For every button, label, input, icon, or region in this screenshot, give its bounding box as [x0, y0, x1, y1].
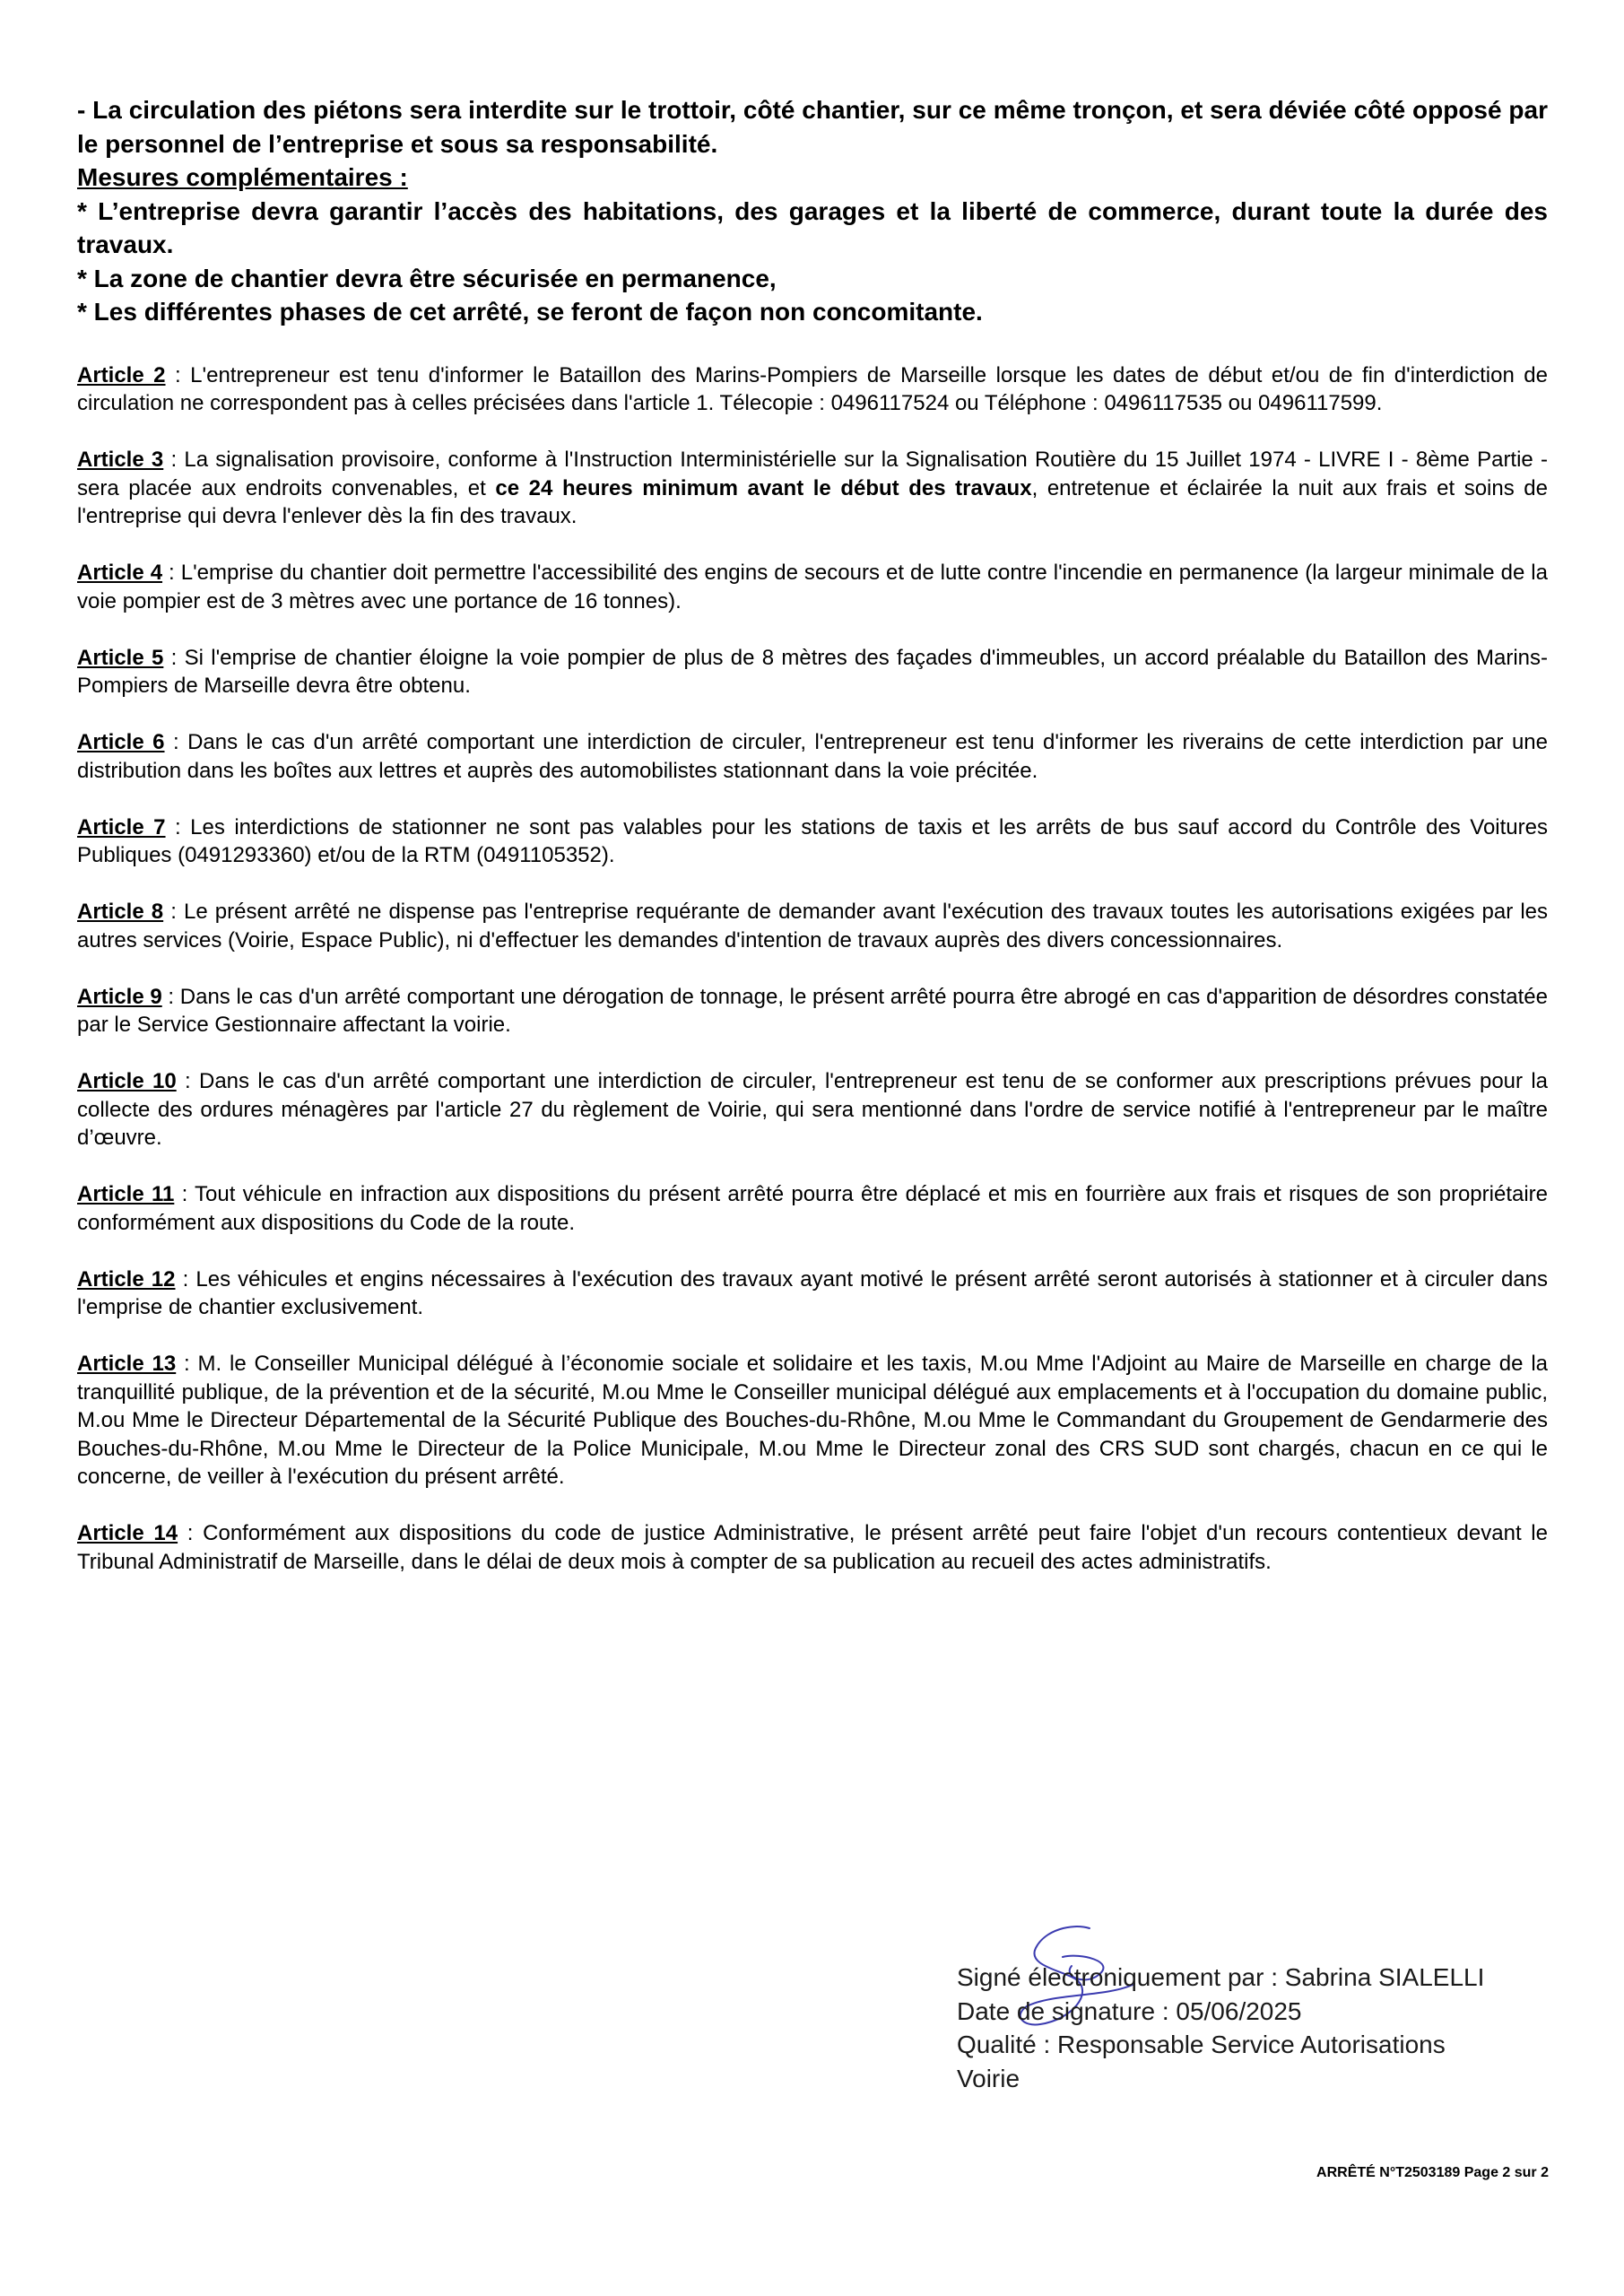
article-text: : Les véhicules et engins nécessaires à l'exécution des travaux ayant motivé le présent arrêté seront autorisés à stationner et à circuler dans l'emprise de chantier exclusivement. [77, 1266, 1548, 1319]
article-label: Article 7 [77, 814, 166, 839]
article-6 [77, 728, 1548, 785]
article-2 [77, 361, 1548, 418]
article-label: Article 3 [77, 448, 164, 472]
measure-item: * Les différentes phases de cet arrêté, se feront de façon non concomitante. [77, 298, 983, 326]
article-text: : Les interdictions de stationner ne sont pas valables pour les stations de taxis et les arrêts de bus sauf accord du Contrôle des Voitures Publiques (0491293360) et/ou de la RTM (0491105352). [77, 814, 1548, 867]
article-text: : Dans le cas d'un arrêté comportant une interdiction de circuler, l'entrepreneur est tenu de se conformer aux prescriptions prévues pour la collecte des ordures ménagères par l'article 27 du règlement de Voirie, qui sera mentionné dans l'ordre de service notifié à l'entrepreneur par le maître d’œuvre. [77, 1069, 1548, 1150]
article-label: Article 10 [77, 1069, 177, 1093]
article-label: Article 12 [77, 1266, 176, 1292]
signed-by: Signé électroniquement par : Sabrina SIALELLI [957, 1963, 1485, 1991]
article-text: : M. le Conseiller Municipal délégué à l’économie sociale et solidaire et les taxis, M.ou Mme l'Adjoint au Maire de Marseille en charge de la tranquillité publique, de la prévention et de la sécurité, M.ou Mme le Conseiller municipal délégué aux emplacements et à l'occupation du domaine public, M.ou Mme le Directeur Départemental de la Sécurité Publique des Bouches-du-Rhône, M.ou Mme le Commandant du Groupement de Gendarmerie des Bouches-du-Rhône, M.ou Mme le Directeur de la Police Municipale, M.ou Mme le Directeur zonal des CRS SUD sont chargés, chacun en ce qui le concerne, de veiller à l'exécution du présent arrêté. [77, 1352, 1548, 1489]
article-10 [77, 1067, 1548, 1152]
article-text-bold: ce 24 heures minimum avant le début des travaux [495, 475, 1032, 500]
article-text: , entretenue et éclairée la nuit aux frais et soins de l'entreprise qui devra l'enlever dès la fin des travaux. [77, 475, 1548, 528]
article-3 [77, 446, 1548, 531]
article-13 [77, 1350, 1548, 1492]
article-5 [77, 644, 1548, 700]
articles-list [77, 361, 1548, 1577]
article-label: Article 11 [77, 1182, 175, 1206]
article-14 [77, 1519, 1548, 1576]
article-label: Article 2 [77, 362, 166, 387]
article-label: Article 5 [77, 645, 164, 670]
signer-quality-cont: Voirie [957, 2064, 1020, 2092]
intro-section [77, 93, 1548, 329]
article-text: : Tout véhicule en infraction aux dispositions du présent arrêté pourra être déplacé et mis en fourrière aux frais et risques de son propriétaire conformément aux dispositions du Code de la route. [77, 1182, 1549, 1235]
document-page [77, 93, 1548, 1605]
article-12 [77, 1265, 1548, 1322]
article-4 [77, 559, 1548, 615]
article-7 [77, 813, 1548, 870]
article-text: : L'emprise du chantier doit permettre l'accessibilité des engins de secours et de lutte contre l'incendie en permanence (la largeur minimale de la voie pompier est de 3 mètres avec une portance de 16 tonnes). [77, 561, 1548, 613]
article-label: Article 6 [77, 730, 165, 754]
signature-block [957, 1961, 1531, 2095]
article-text: : Conformément aux dispositions du code de justice Administrative, le présent arrêté peut faire l'objet d'un recours contentieux devant le Tribunal Administratif de Marseille, dans le délai de deux mois à compter de sa publication au recueil des actes administratifs. [77, 1521, 1548, 1574]
article-text: : Si l'emprise de chantier éloigne la voie pompier de plus de 8 mètres des façades d'immeubles, un accord préalable du Bataillon des Marins-Pompiers de Marseille devra être obtenu. [77, 645, 1548, 698]
article-text: : Dans le cas d'un arrêté comportant une dérogation de tonnage, le présent arrêté pourra être abrogé en cas d'apparition de désordres constatée par le Service Gestionnaire affectant la voirie. [77, 984, 1548, 1037]
article-text: : Le présent arrêté ne dispense pas l'entreprise requérante de demander avant l'exécution des travaux toutes les autorisations exigées par les autres services (Voirie, Espace Public), ni d'effectuer les demandes d'intention de travaux auprès des divers concessionnaires. [77, 900, 1548, 952]
measures-heading: Mesures complémentaires : [77, 163, 408, 191]
article-11 [77, 1180, 1548, 1237]
article-text: : Dans le cas d'un arrêté comportant une interdiction de circuler, l'entrepreneur est tenu d'informer les riverains de cette interdiction par une distribution dans les boîtes aux lettres et auprès des automobilistes stationnant dans la voie précitée. [77, 730, 1548, 783]
article-text: : La signalisation provisoire, conforme à l'Instruction Interministérielle sur la Signalisation Routière du 15 Juillet 1974 - LIVRE I - 8ème Partie - sera placée aux endroits convenables, et [77, 448, 1548, 500]
signer-quality: Qualité : Responsable Service Autorisations [957, 2031, 1446, 2058]
article-label: Article 14 [77, 1521, 178, 1545]
page-footer: ARRÊTÉ N°T2503189 Page 2 sur 2 [1316, 2165, 1549, 2180]
article-label: Article 4 [77, 561, 163, 585]
measure-item: * L’entreprise devra garantir l’accès des habitations, des garages et la liberté de commerce, durant toute la durée des travaux. [77, 196, 1548, 258]
article-text: : L'entrepreneur est tenu d'informer le Bataillon des Marins-Pompiers de Marseille lorsque les dates de début et/ou de fin d'interdiction de circulation ne correspondent pas à celles précisées dans l'article 1. Télecopie : 0496117524 ou Téléphone : 0496117535 ou 0496117599. [77, 362, 1548, 415]
article-label: Article 8 [77, 900, 164, 924]
measure-item: * La zone de chantier devra être sécurisée en permanence, [77, 264, 777, 292]
article-label: Article 13 [77, 1352, 177, 1376]
article-9 [77, 983, 1548, 1039]
pedestrian-paragraph: - La circulation des piétons sera interdite sur le trottoir, côté chantier, sur ce même tronçon, et sera déviée côté opposé par le personnel de l’entreprise et sous sa responsabilité. [77, 96, 1548, 158]
article-label: Article 9 [77, 984, 162, 1009]
signature-date: Date de signature : 05/06/2025 [957, 1996, 1302, 2025]
article-8 [77, 898, 1548, 954]
